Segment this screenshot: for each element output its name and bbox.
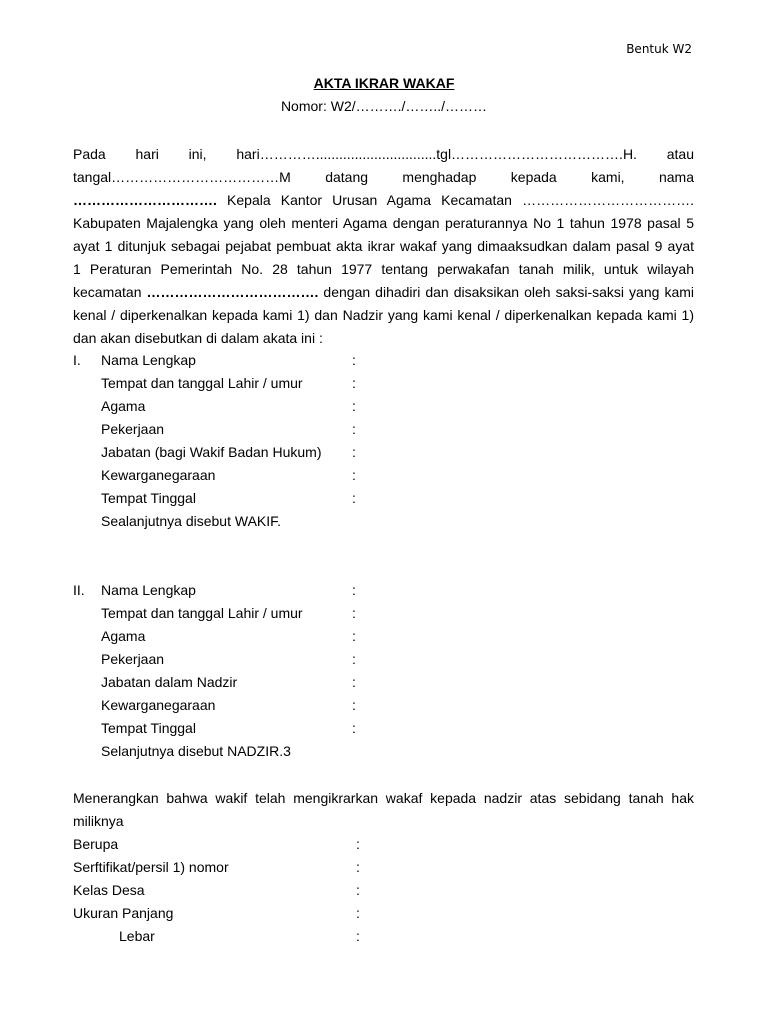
declaration-line: miliknya bbox=[73, 813, 124, 829]
field-row bbox=[73, 902, 694, 925]
kecamatan-blank: ………………………………. bbox=[146, 284, 319, 300]
intro-line: ayat 1 ditunjuk sebagai pejabat pembuat akta ikrar wakaf yang dimaaksudkan dalam pasal 9 ayat bbox=[73, 238, 694, 254]
field-label: Tempat dan tanggal Lahir / umur bbox=[101, 605, 303, 621]
intro-line: dan akan disebutkan di dalam akata ini : bbox=[73, 330, 323, 346]
field-colon: : bbox=[356, 836, 360, 852]
section-summary-row bbox=[73, 510, 694, 533]
field-colon: : bbox=[352, 628, 356, 644]
intro-line bbox=[73, 281, 694, 304]
field-colon: : bbox=[352, 352, 356, 368]
field-colon: : bbox=[352, 720, 356, 736]
declaration-line: Menerangkan bahwa wakif telah mengikrarkan wakaf kepada nadzir atas sebidang tanah hak bbox=[73, 790, 694, 806]
intro-line: tangal………………………………M datang menghadap kepada kami, nama bbox=[73, 169, 694, 185]
field-row bbox=[73, 487, 694, 510]
field-label: Jabatan dalam Nadzir bbox=[101, 674, 238, 690]
field-colon: : bbox=[352, 582, 356, 598]
field-colon: : bbox=[352, 421, 356, 437]
field-label: Nama Lengkap bbox=[101, 582, 196, 598]
section-number: I. bbox=[73, 352, 81, 368]
declaration-paragraph bbox=[73, 787, 694, 833]
field-colon: : bbox=[356, 882, 360, 898]
field-label: Agama bbox=[101, 628, 146, 644]
field-colon: : bbox=[352, 605, 356, 621]
intro-line: kenal / diperkenalkan kepada kami 1) dan Nadzir yang kami kenal / diperkenalkan kepada kami 1) bbox=[73, 307, 694, 323]
section-summary-row bbox=[73, 740, 694, 763]
intro-line: 1 Peraturan Pemerintah No. 28 tahun 1977 tentang perwakafan tanah milik, untuk wilayah bbox=[73, 261, 694, 277]
intro-line: Kabupaten Majalengka yang oleh menteri Agama dengan peraturannya No 1 tahun 1978 pasal 5 bbox=[73, 215, 694, 231]
field-row bbox=[73, 464, 694, 487]
nadzir-section bbox=[73, 579, 694, 763]
field-label: Berupa bbox=[73, 836, 119, 852]
field-label: Lebar bbox=[119, 928, 155, 944]
field-row bbox=[73, 879, 694, 902]
field-row bbox=[73, 372, 694, 395]
field-colon: : bbox=[352, 697, 356, 713]
field-colon: : bbox=[352, 490, 356, 506]
field-colon: : bbox=[356, 859, 360, 875]
document-number: Nomor: W2/………./……../……… bbox=[280, 98, 488, 114]
field-colon: : bbox=[352, 375, 356, 391]
field-row bbox=[73, 925, 694, 948]
field-label: Kewarganegaraan bbox=[101, 467, 216, 483]
field-colon: : bbox=[352, 444, 356, 460]
intro-paragraph bbox=[73, 143, 694, 350]
field-label: Nama Lengkap bbox=[101, 352, 196, 368]
document-title: AKTA IKRAR WAKAF bbox=[313, 75, 455, 91]
field-row bbox=[73, 648, 694, 671]
field-row bbox=[73, 441, 694, 464]
land-details-section bbox=[73, 833, 694, 948]
section-summary: Sealanjutnya disebut WAKIF. bbox=[101, 513, 282, 529]
intro-line: Pada hari ini, hari…………...............................tgl……………………………….H. atau bbox=[73, 146, 694, 162]
field-row bbox=[73, 625, 694, 648]
intro-line-text: kecamatan bbox=[73, 284, 147, 300]
field-row bbox=[73, 602, 694, 625]
field-row bbox=[73, 579, 694, 602]
field-colon: : bbox=[356, 928, 360, 944]
form-code: Bentuk W2 bbox=[626, 42, 692, 56]
field-row bbox=[73, 671, 694, 694]
field-label: Pekerjaan bbox=[101, 651, 165, 667]
field-label: Ukuran Panjang bbox=[73, 905, 174, 921]
wakif-section bbox=[73, 349, 694, 533]
intro-line-text: Kepala Kantor Urusan Agama Kecamatan ………………………………. bbox=[216, 192, 694, 208]
field-colon: : bbox=[352, 398, 356, 414]
field-colon: : bbox=[352, 674, 356, 690]
field-label: Pekerjaan bbox=[101, 421, 165, 437]
field-label: Kewarganegaraan bbox=[101, 697, 216, 713]
field-row bbox=[73, 717, 694, 740]
field-row bbox=[73, 694, 694, 717]
field-label: Tempat Tinggal bbox=[101, 490, 196, 506]
field-label: Kelas Desa bbox=[73, 882, 145, 898]
field-row bbox=[73, 856, 694, 879]
field-colon: : bbox=[352, 651, 356, 667]
section-number: II. bbox=[73, 582, 85, 598]
section-summary: Selanjutnya disebut NADZIR.3 bbox=[101, 743, 291, 759]
field-row bbox=[73, 349, 694, 372]
field-colon: : bbox=[356, 905, 360, 921]
intro-line-text: dengan dihadiri dan disaksikan oleh saksi-saksi yang kami bbox=[318, 284, 694, 300]
field-label: Agama bbox=[101, 398, 146, 414]
field-colon: : bbox=[352, 467, 356, 483]
field-row bbox=[73, 395, 694, 418]
official-name-blank: …………………………. bbox=[73, 192, 217, 208]
field-label: Tempat dan tanggal Lahir / umur bbox=[101, 375, 303, 391]
field-label: Jabatan (bagi Wakif Badan Hukum) bbox=[101, 444, 322, 460]
field-label: Serftifikat/persil 1) nomor bbox=[73, 859, 229, 875]
intro-line bbox=[73, 189, 694, 212]
field-row bbox=[73, 833, 694, 856]
field-label: Tempat Tinggal bbox=[101, 720, 196, 736]
field-row bbox=[73, 418, 694, 441]
